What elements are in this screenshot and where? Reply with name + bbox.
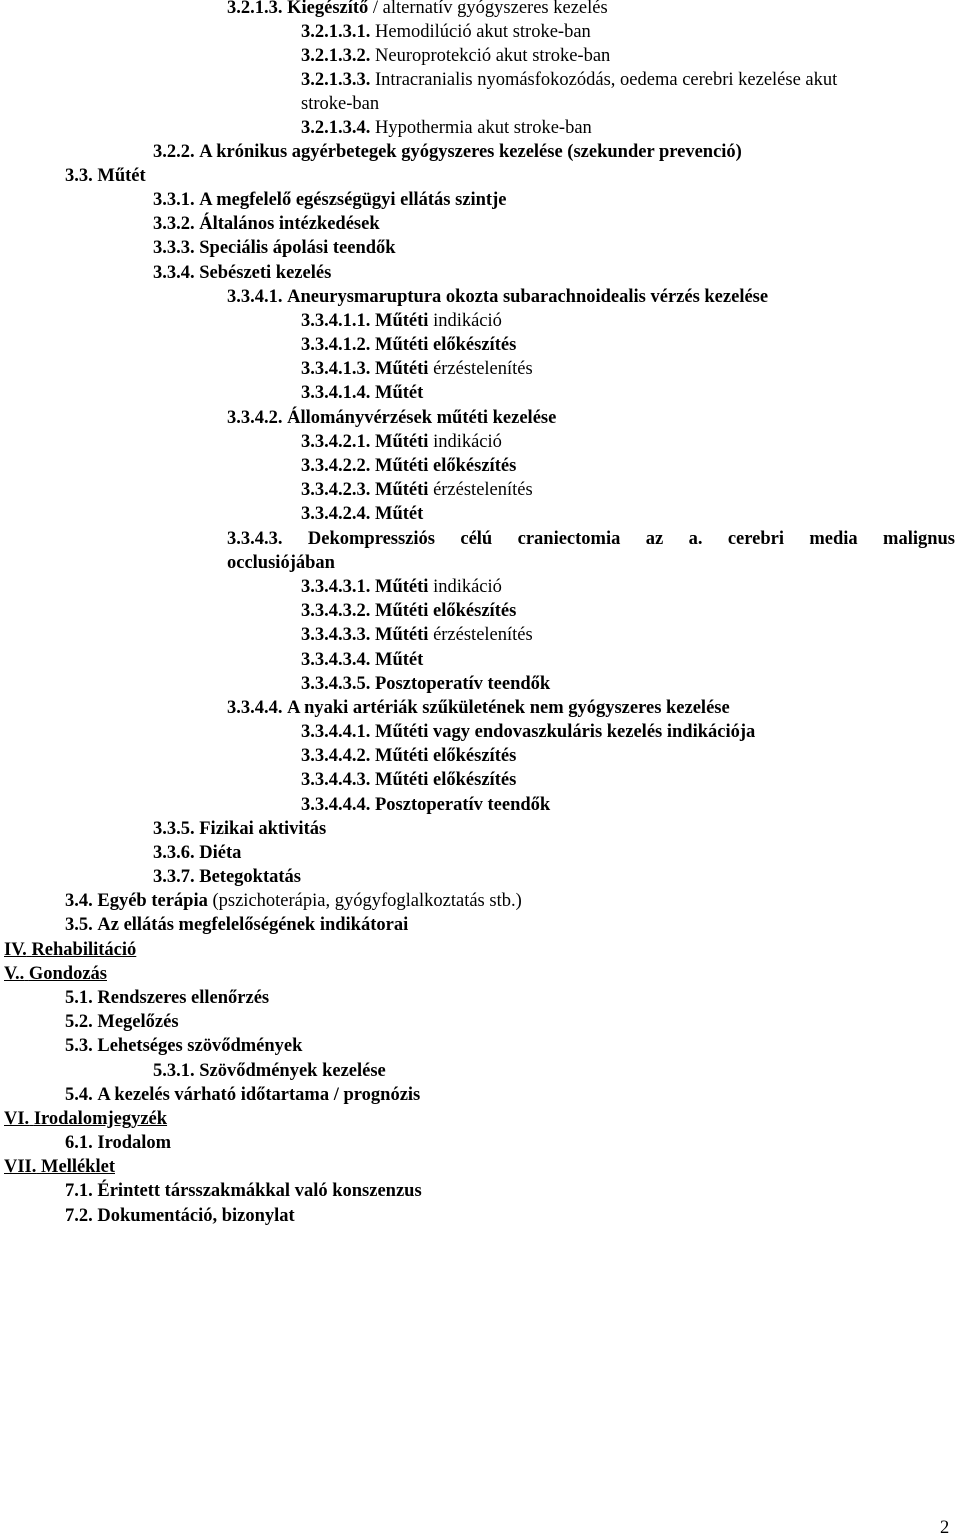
- toc-number: 3.3.4.2.: [227, 408, 283, 428]
- toc-title: A nyaki artériák szűkületének nem gyógyszeres kezelése: [287, 698, 730, 718]
- toc-line: [227, 286, 768, 308]
- toc-line: [301, 21, 591, 43]
- toc-rest: indikáció: [428, 432, 502, 452]
- toc-number: 3.3.4.3.4.: [301, 650, 371, 670]
- toc-line: [65, 1132, 171, 1154]
- toc-number: 3.2.1.3.: [227, 0, 283, 18]
- toc-number: 3.3.4.2.4.: [301, 504, 371, 524]
- toc-number: 3.3.4.3.: [227, 529, 283, 549]
- toc-line: [153, 866, 301, 888]
- toc-title: Általános intézkedések: [199, 214, 380, 234]
- toc-line: [301, 600, 516, 622]
- toc-number: 3.3.: [65, 166, 93, 186]
- toc-number: 3.5.: [65, 915, 93, 935]
- toc-number: 3.3.4.1.4.: [301, 383, 371, 403]
- toc-title: Műtét: [375, 650, 424, 670]
- toc-number: 3.3.4.2.1.: [301, 432, 371, 452]
- toc-title: Megelőzés: [97, 1012, 179, 1032]
- toc-title: Gondozás: [28, 964, 107, 984]
- toc-number: 3.2.1.3.2.: [301, 46, 371, 66]
- toc-line: [301, 503, 423, 525]
- toc-title: Posztoperatív teendők: [375, 795, 551, 815]
- toc-title: Műtéti előkészítés: [375, 746, 517, 766]
- toc-number: 3.3.7.: [153, 867, 195, 887]
- toc-number: 7.2.: [65, 1206, 93, 1226]
- toc-title: Dokumentáció, bizonylat: [97, 1206, 295, 1226]
- toc-line: [301, 721, 755, 743]
- toc-line: [227, 552, 335, 574]
- toc-number: 3.3.4.1.: [227, 287, 283, 307]
- toc-rest: érzéstelenítés: [428, 480, 533, 500]
- toc-title: Posztoperatív teendők: [375, 674, 551, 694]
- toc-title: Melléklet: [41, 1157, 115, 1177]
- toc-title: Szövődmények kezelése: [199, 1061, 386, 1081]
- toc-number: 5.3.1.: [153, 1061, 195, 1081]
- toc-number: 3.2.1.3.1.: [301, 22, 371, 42]
- toc-line: [153, 818, 326, 840]
- toc-line: [153, 213, 380, 235]
- toc-number: 7.1.: [65, 1181, 93, 1201]
- toc-line: [301, 455, 516, 477]
- toc-number: 3.3.4.4.: [227, 698, 283, 718]
- toc-number: 3.3.2.: [153, 214, 195, 234]
- toc-rest: érzéstelenítés: [428, 625, 533, 645]
- toc-number: 6.1.: [65, 1133, 93, 1153]
- toc-line: [153, 262, 331, 284]
- toc-rest: Neuroprotekció akut stroke-ban: [375, 46, 611, 66]
- toc-line: [153, 141, 742, 163]
- toc-title: Műtéti előkészítés: [375, 601, 517, 621]
- toc-line: [301, 69, 837, 91]
- toc-line: [301, 673, 550, 695]
- toc-title: Irodalomjegyzék: [33, 1109, 168, 1129]
- toc-rest: érzéstelenítés: [428, 359, 533, 379]
- toc-number: 3.3.3.: [153, 238, 195, 258]
- toc-rest: / alternatív gyógyszeres kezelés: [368, 0, 608, 18]
- toc-title: Irodalom: [97, 1133, 172, 1153]
- toc-line: [65, 1084, 420, 1106]
- toc-rest: indikáció: [428, 577, 502, 597]
- toc-number: 3.3.4.3.3.: [301, 625, 371, 645]
- toc-title: Műtét: [375, 504, 424, 524]
- page-number: 2: [940, 1518, 950, 1538]
- toc-title: Műtéti: [375, 577, 429, 597]
- toc-line: [301, 431, 502, 453]
- toc-number: 3.2.1.3.3.: [301, 70, 371, 90]
- toc-line: [301, 576, 502, 598]
- toc-number: 5.2.: [65, 1012, 93, 1032]
- toc-line: [301, 45, 610, 67]
- toc-line: [301, 358, 533, 380]
- toc-rest: Intracranialis nyomásfokozódás, oedema cerebri kezelése akut: [375, 70, 838, 90]
- toc-title: A megfelelő egészségügyi ellátás szintje: [199, 190, 507, 210]
- toc-rest: Hypothermia akut stroke-ban: [375, 118, 592, 138]
- toc-line: [65, 890, 522, 912]
- toc-line: [4, 939, 136, 961]
- toc-number: 3.4.: [65, 891, 93, 911]
- toc-title: Egyéb terápia: [97, 891, 208, 911]
- toc-line: [301, 769, 516, 791]
- toc-number: 3.3.4.1.3.: [301, 359, 371, 379]
- toc-line: [227, 528, 955, 550]
- toc-title: Műtéti vagy endovaszkuláris kezelés indikációja: [375, 722, 756, 742]
- toc-rest: indikáció: [428, 311, 502, 331]
- toc-line: [65, 1011, 179, 1033]
- toc-title: Fizikai aktivitás: [199, 819, 327, 839]
- toc-number: 5.4.: [65, 1085, 93, 1105]
- toc-title: A kezelés várható időtartama / prognózis: [97, 1085, 421, 1105]
- toc-rest: stroke-ban: [301, 94, 380, 114]
- toc-line: [4, 963, 107, 985]
- toc-title: Műtéti: [375, 625, 429, 645]
- toc-line: [227, 407, 556, 429]
- toc-line: [65, 1205, 295, 1227]
- toc-title: Műtéti előkészítés: [375, 456, 517, 476]
- toc-rest: (pszichoterápia, gyógyfoglalkoztatás stb.): [207, 891, 522, 911]
- toc-title: Állományvérzések műtéti kezelése: [287, 408, 557, 428]
- toc-title: Sebészeti kezelés: [199, 263, 332, 283]
- toc-number: VI.: [4, 1109, 30, 1129]
- toc-number: VII.: [4, 1157, 37, 1177]
- toc-line: [301, 794, 550, 816]
- toc-number: 3.3.4.3.1.: [301, 577, 371, 597]
- toc-line: [301, 745, 516, 767]
- toc-title: Diéta: [199, 843, 242, 863]
- toc-line: [301, 382, 423, 404]
- toc-number: 3.2.2.: [153, 142, 195, 162]
- toc-line: [301, 624, 533, 646]
- toc-title: Műtéti előkészítés: [375, 335, 517, 355]
- toc-number: 3.3.4.: [153, 263, 195, 283]
- toc-number: 3.2.1.3.4.: [301, 118, 371, 138]
- toc-title: Rehabilitáció: [31, 940, 137, 960]
- toc-title: Műtéti: [375, 311, 429, 331]
- toc-number: IV.: [4, 940, 27, 960]
- toc-line: [65, 914, 408, 936]
- toc-number: 3.3.4.4.3.: [301, 770, 371, 790]
- toc-number: 3.3.4.4.1.: [301, 722, 371, 742]
- toc-line: [65, 1035, 302, 1057]
- toc-number: 3.3.4.4.4.: [301, 795, 371, 815]
- toc-line: [65, 1180, 422, 1202]
- toc-number: 3.3.4.2.2.: [301, 456, 371, 476]
- toc-line: [153, 842, 241, 864]
- toc-line: [4, 1156, 115, 1178]
- toc-line: [153, 1060, 386, 1082]
- toc-number: 5.3.: [65, 1036, 93, 1056]
- toc-title: A krónikus agyérbetegek gyógyszeres kezelése (szekunder prevenció): [199, 142, 742, 162]
- toc-number: V..: [4, 964, 25, 984]
- toc-line: [301, 479, 533, 501]
- toc-title: Az ellátás megfelelőségének indikátorai: [97, 915, 409, 935]
- toc-title: Dekompressziós célú craniectomia az a. cerebri media malignus: [307, 529, 956, 549]
- toc-title: Műtéti: [375, 359, 429, 379]
- toc-title: Rendszeres ellenőrzés: [97, 988, 270, 1008]
- toc-number: 3.3.6.: [153, 843, 195, 863]
- toc-line: [227, 0, 608, 19]
- toc-title: Betegoktatás: [199, 867, 301, 887]
- toc-number: 5.1.: [65, 988, 93, 1008]
- toc-title: Lehetséges szövődmények: [97, 1036, 303, 1056]
- toc-line: [227, 697, 730, 719]
- toc-number: 3.3.4.1.1.: [301, 311, 371, 331]
- toc-title: Műtéti előkészítés: [375, 770, 517, 790]
- toc-title: Aneurysmaruptura okozta subarachnoidealis vérzés kezelése: [287, 287, 769, 307]
- toc-title: Műtéti: [375, 432, 429, 452]
- toc-line: [65, 987, 269, 1009]
- toc-number: 3.3.4.4.2.: [301, 746, 371, 766]
- toc-line: [153, 189, 506, 211]
- toc-number: 3.3.4.1.2.: [301, 335, 371, 355]
- toc-rest: Hemodilúció akut stroke-ban: [375, 22, 591, 42]
- toc-number: 3.3.4.2.3.: [301, 480, 371, 500]
- toc-line: [65, 165, 146, 187]
- toc-line: [301, 310, 502, 332]
- toc-number: 3.3.4.3.5.: [301, 674, 371, 694]
- toc-number: 3.3.4.3.2.: [301, 601, 371, 621]
- toc-title: occlusiójában: [227, 553, 335, 573]
- toc-line: [301, 93, 379, 115]
- toc-line: [4, 1108, 167, 1130]
- toc-number: 3.3.1.: [153, 190, 195, 210]
- toc-line: [153, 237, 396, 259]
- toc-title: Speciális ápolási teendők: [199, 238, 396, 258]
- toc-line: [301, 334, 516, 356]
- toc-title: Érintett társszakmákkal való konszenzus: [97, 1181, 422, 1201]
- toc-number: 3.3.5.: [153, 819, 195, 839]
- toc-title: Kiegészítő: [287, 0, 369, 18]
- toc-title: Műtéti: [375, 480, 429, 500]
- toc-line: [301, 649, 423, 671]
- toc-title: Műtét: [97, 166, 146, 186]
- toc-title: Műtét: [375, 383, 424, 403]
- toc-line: [301, 117, 592, 139]
